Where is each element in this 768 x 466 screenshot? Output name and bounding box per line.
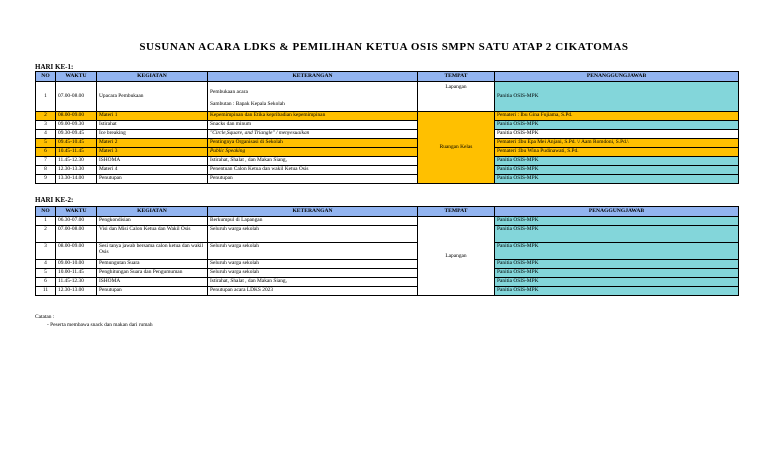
table-header: NO WAKTU KEGIATAN KETERANGAN TEMPAT PENAGGUNGJAWAB: [36, 207, 739, 217]
table-row: 1 07.00-08.00 Upacara Pembukaan Pembukaan acara Sambutan : Bapak Kepala Sekolah Lapangan Panitia OSIS-MPK: [36, 82, 739, 112]
table-row: 4 09.30-09.45 Ice breaking "Circle,Square, and Triangle" / menyesuaikan Panitia OSIS-MPK: [36, 129, 739, 138]
table-row: 1 06.30-07.00 Pengkondisian Berkumpul di Lapangan Lapangan Panitia OSIS-MPK: [36, 217, 739, 226]
table-row: 5 10.00-11.45 Penghitungan Suara dan Pengumuman Seluruh warga sekolah Panitia OSIS-MPK: [36, 269, 739, 278]
day2-table: [35, 206, 739, 296]
table-row: 8 12.30-13.30 Materi 4 Penentuan Calon Ketua dan wakil Ketua Osis Panitia OSIS-MPK: [36, 165, 739, 174]
header-tempat: TEMPAT: [418, 72, 495, 82]
header-keterangan: KETERANGAN: [208, 72, 418, 82]
table-row: 3 08.00-09.00 Sesi tanya jawab bersama calon ketua dan wakil Osis Seluruh warga sekolah Panitia OSIS-MPK: [36, 243, 739, 260]
tempat-lapangan: Lapangan: [418, 82, 495, 112]
table-header: [36, 72, 739, 82]
table-row: 11 12.30-13.00 Penutupan Penutupan acara LDKS 2023 Panitia OSIS-MPK: [36, 287, 739, 296]
header-penanggungjawab: PENANGGUNGJAWAB: [495, 72, 739, 82]
table-row: 2 07.00-08.00 Visi dan Misi Calon Ketua dan Wakil Osis Seluruh warga sekolah Panitia OSIS-MPK: [36, 226, 739, 243]
page-title: SUSUNAN ACARA LDKS & PEMILIHAN KETUA OSIS SMPN SATU ATAP 2 CIKATOMAS: [139, 41, 629, 53]
table-row: 9 13.30-14.00 Penutupan Penutupan Panitia OSIS-MPK: [36, 174, 739, 183]
notes-heading: Catatan :: [35, 314, 55, 320]
table-row: 4 09.00-10.00 Pemungutan Suara Seluruh warga sekolah Panitia OSIS-MPK: [36, 260, 739, 269]
header-no: NO: [36, 72, 56, 82]
table-row: 6 11.45-12.30 ISHOMA Istirahat, Shalat , dan Makan Siang, Panitia OSIS-MPK: [36, 278, 739, 287]
table-row: 2 08.00-09.00 Materi 1 Kepemimpinan dan Etika kepribadian kepemimpinan Ruangan Kelas Pemateri : Ibu Gina Fujiama, S.Pd.: [36, 111, 739, 120]
table-row: 7 11.45-12.30 ISHOMA Istirahat, Shalat , dan Makan Siang, Panitia OSIS-MPK: [36, 156, 739, 165]
notes-item: - Peserta membawa snack dan makan dari rumah: [47, 322, 153, 329]
notes: [35, 313, 153, 329]
tempat-ruangan: Ruangan Kelas: [418, 111, 495, 183]
header-kegiatan: KEGIATAN: [97, 72, 208, 82]
table-row: 3 09.00-09.30 Istirahat Snacks dan minum Panitia OSIS-MPK: [36, 120, 739, 129]
day1-label: HARI KE-1:: [35, 63, 74, 71]
tempat-lapangan-2: Lapangan: [418, 217, 495, 296]
table-row: 5 09.45-10.45 Materi 2 Pentingnya Organisasi di Sekolah Pemateri :Ibu Epa Mei Anjani, S.Pd. \/ Aam Romdoni, S.Pd.\: [36, 138, 739, 147]
header-waktu: WAKTU: [56, 72, 97, 82]
day1-table: [35, 71, 739, 184]
day2-label: HARI KE-2:: [35, 196, 74, 204]
table-row: 6 10.45-11.45 Materi 3 Public Speaking Pemateri :Ibu Wina Pudinawati, S.Pd.: [36, 147, 739, 156]
